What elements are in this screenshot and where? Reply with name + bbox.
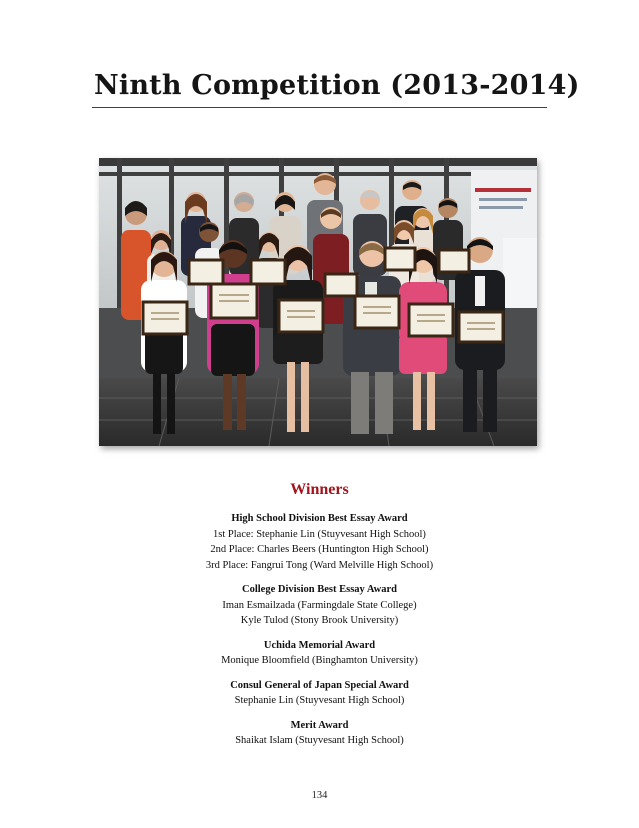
award-title: High School Division Best Essay Award — [231, 513, 408, 524]
award-winner: Stephanie Lin (Stuyvesant High School) — [234, 695, 405, 706]
award-winner: Iman Esmailzada (Farmingdale State College) — [222, 599, 417, 611]
award-college-best-essay — [0, 582, 639, 629]
award-title: Uchida Memorial Award — [263, 639, 376, 651]
award-title: Merit Award — [290, 719, 349, 731]
award-consul-general-special — [0, 678, 639, 709]
award-winner: Kyle Tulod (Stony Brook University) — [240, 615, 399, 626]
page-number: 134 — [311, 790, 328, 801]
title-divider — [92, 107, 547, 108]
award-winner: Monique Bloomfield (Binghamton University) — [221, 655, 418, 666]
award-winner: 2nd Place: Charles Beers (Huntington High School) — [210, 544, 429, 555]
award-high-school-best-essay — [0, 511, 639, 573]
page-title: Ninth Competition (2013-2014) — [94, 70, 580, 101]
awards-list — [0, 511, 639, 758]
award-merit — [0, 718, 639, 749]
group-photo — [99, 158, 537, 446]
award-title: College Division Best Essay Award — [242, 584, 397, 595]
award-winner: Shaikat Islam (Stuyvesant High School) — [235, 735, 404, 746]
award-winner: 3rd Place: Fangrui Tong (Ward Melville High School) — [205, 559, 434, 571]
award-winner: 1st Place: Stephanie Lin (Stuyvesant High School) — [213, 528, 426, 540]
award-title: Consul General of Japan Special Award — [230, 679, 409, 691]
winners-heading: Winners — [290, 481, 349, 498]
award-uchida-memorial — [0, 638, 639, 669]
